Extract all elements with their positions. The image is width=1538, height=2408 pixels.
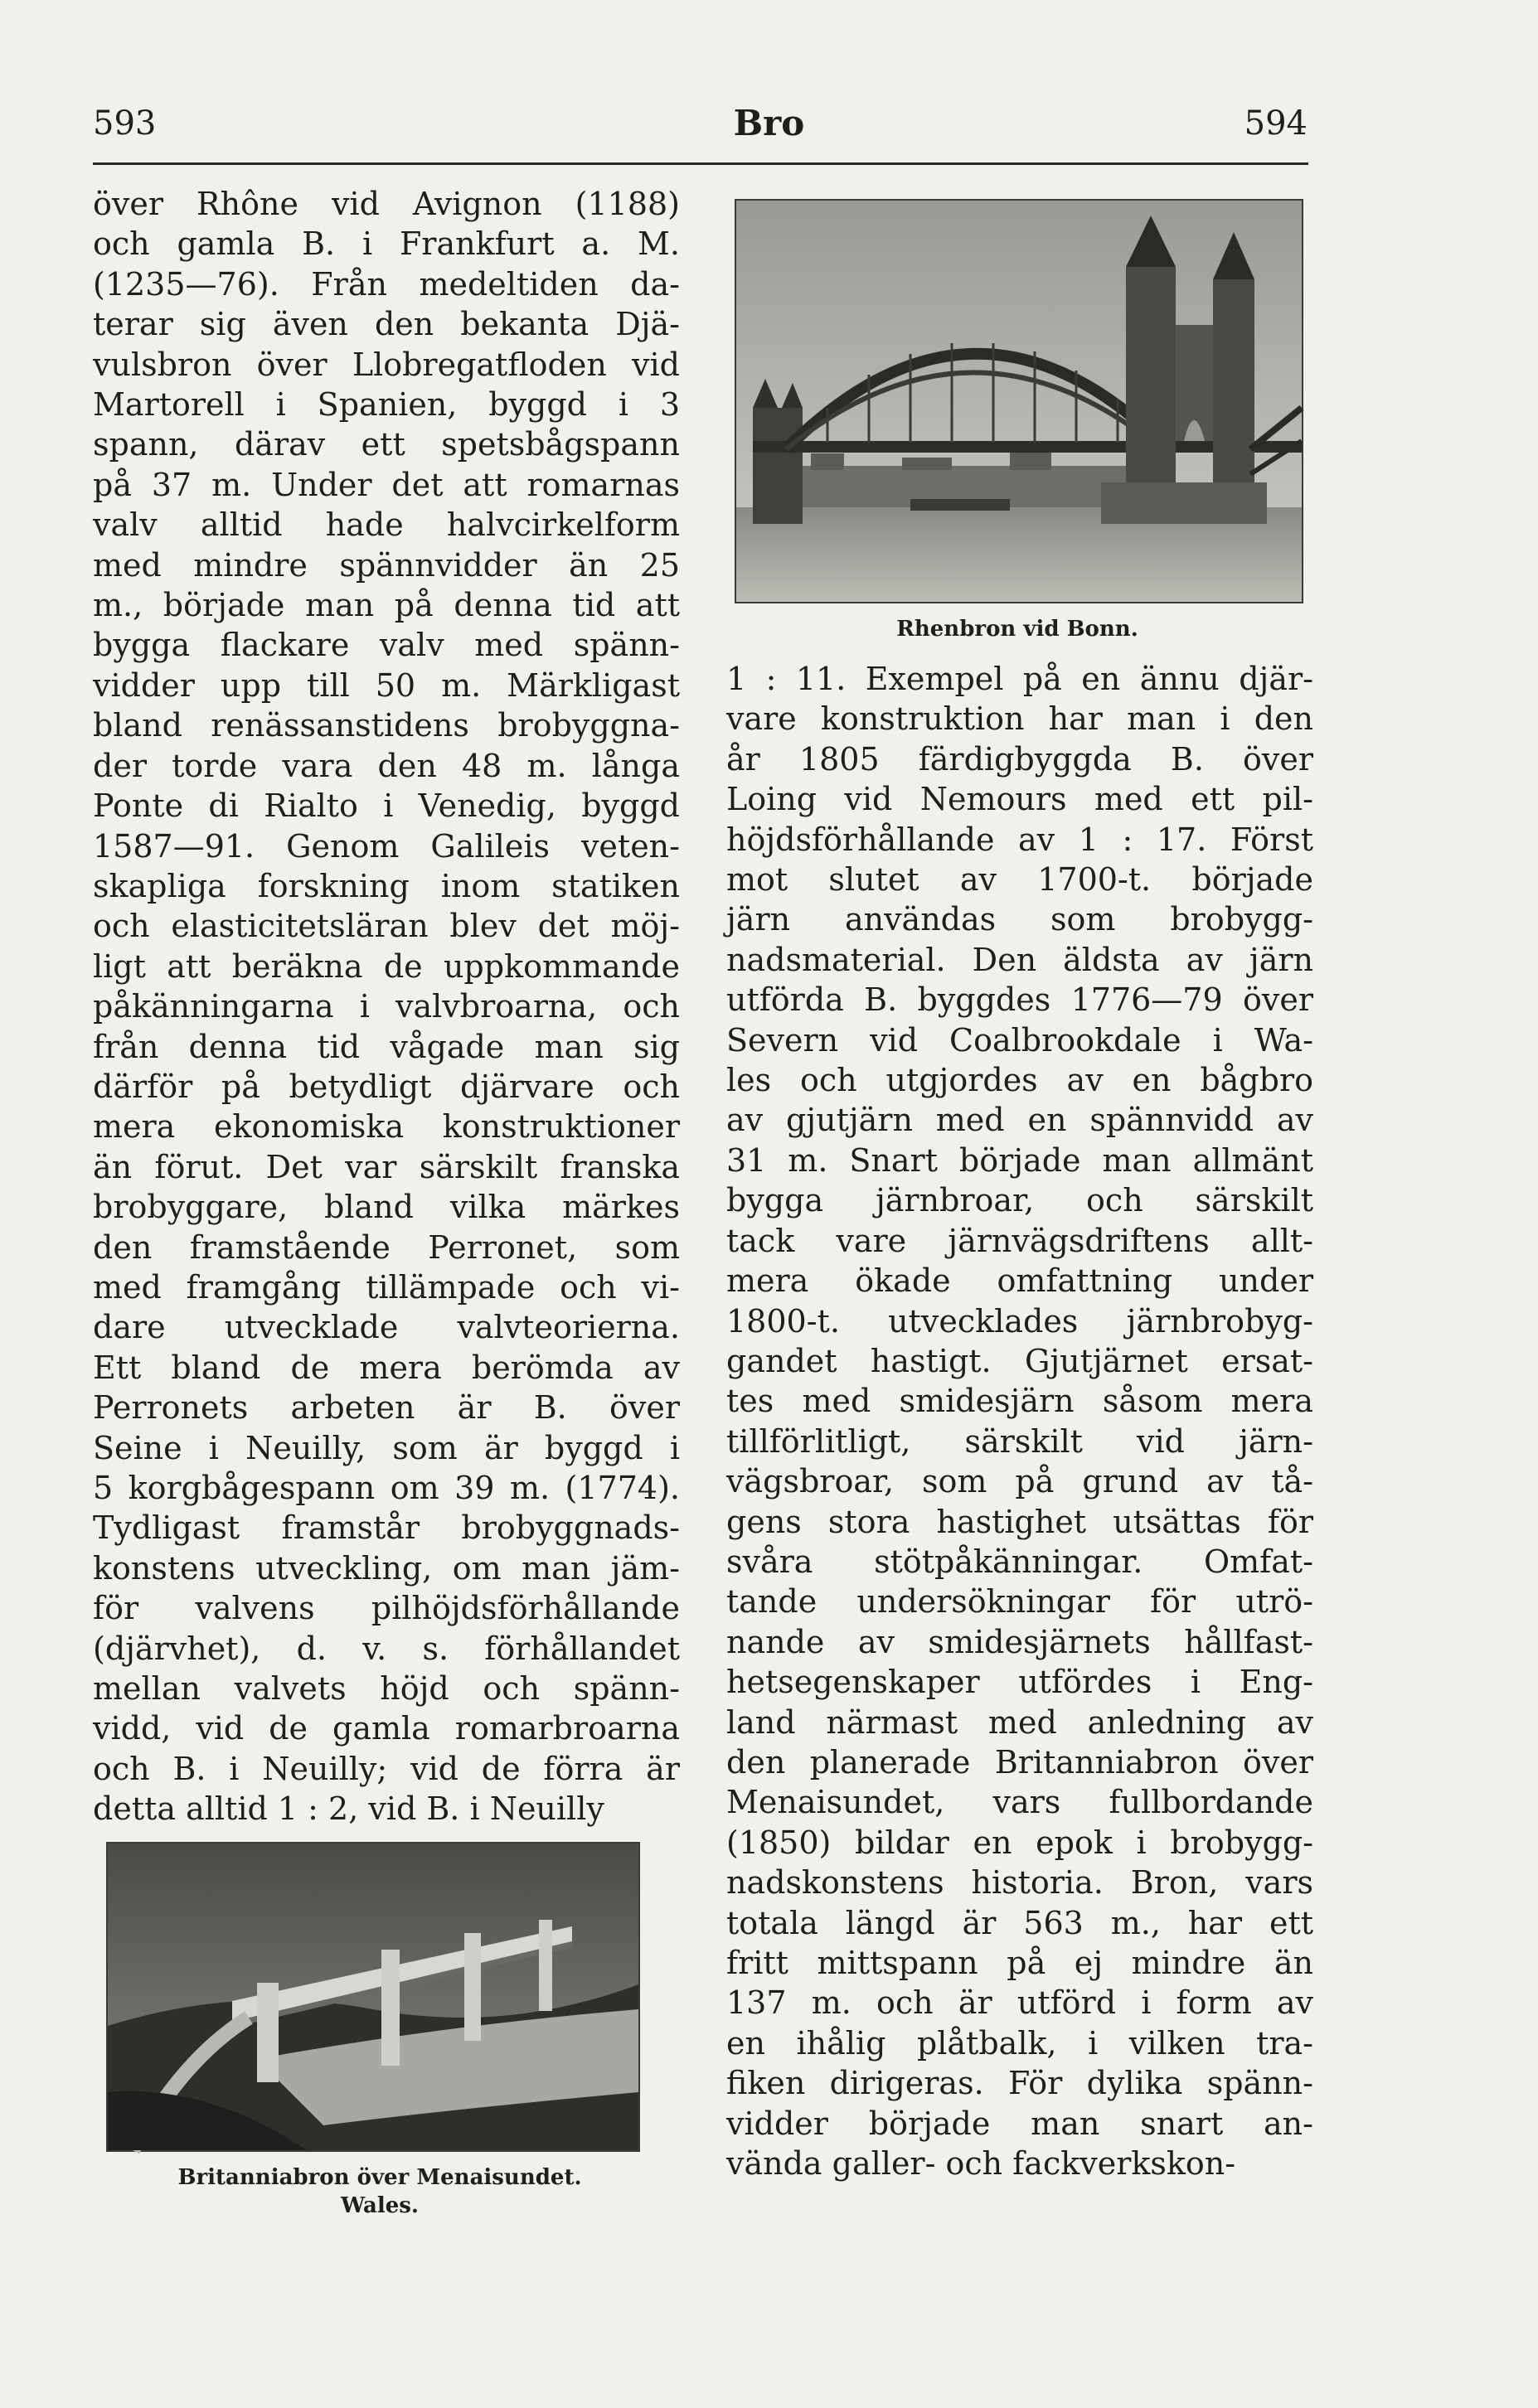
text-line: Perronets arbeten är B. över xyxy=(93,1389,680,1427)
text-line: tande undersökningar för utrö- xyxy=(726,1583,1313,1621)
text-line: spann, därav ett spetsbågspann xyxy=(93,426,680,463)
text-line: dare utvecklade valvteorierna. xyxy=(93,1309,680,1346)
text-line: 1 : 11. Exempel på en ännu djär- xyxy=(726,661,1313,697)
text-line: tes med smidesjärn såsom mera xyxy=(726,1383,1313,1420)
text-line: Severn vid Coalbrookdale i Wa- xyxy=(726,1021,1313,1059)
text-line: 137 m. och är utförd i form av xyxy=(726,1984,1313,2022)
text-line: terar sig även den bekanta Djä- xyxy=(93,306,680,343)
britanniabron-illustration xyxy=(108,1844,638,2150)
text-line: bland renässanstidens brobyggna- xyxy=(93,707,680,744)
page-number-left: 593 xyxy=(93,104,157,143)
text-line: Seine i Neuilly, som är byggd i xyxy=(93,1429,680,1466)
text-line: totala längd är 563 m., har ett xyxy=(726,1904,1313,1941)
text-line: Ett bland de mera berömda av xyxy=(93,1349,680,1386)
text-line: av gjutjärn med en spännvidd av xyxy=(726,1102,1313,1139)
text-line: och elasticitetsläran blev det möj- xyxy=(93,908,680,945)
text-line: än förut. Det var särskilt franska xyxy=(93,1148,680,1185)
britanniabron-caption-line1: Britanniabron över Menaisundet. xyxy=(177,2165,582,2190)
text-line: år 1805 färdigbyggda B. över xyxy=(726,740,1313,778)
text-line: mot slutet av 1700-t. började xyxy=(726,861,1313,899)
rhenbron-illustration xyxy=(736,201,1302,602)
text-line: brobyggare, bland vilka märkes xyxy=(93,1189,680,1226)
text-line: 1800-t. utvecklades järnbrobyg- xyxy=(726,1302,1313,1340)
text-line: 1587—91. Genom Galileis veten- xyxy=(93,827,680,865)
text-line: höjdsförhållande av 1 : 17. Först xyxy=(726,821,1313,858)
text-line: Menaisundet, vars fullbordande xyxy=(726,1784,1313,1821)
text-line: nande av smidesjärnets hållfast- xyxy=(726,1623,1313,1660)
text-line: nadsmaterial. Den äldsta av järn xyxy=(726,941,1313,978)
text-line: Tydligast framstår brobyggnads- xyxy=(93,1509,680,1547)
text-line: vidder upp till 50 m. Märkligast xyxy=(93,666,680,704)
text-line: därför på betydligt djärvare och xyxy=(93,1068,680,1105)
text-line: och B. i Neuilly; vid de förra är xyxy=(93,1750,680,1787)
text-line: vägsbroar, som på grund av tå- xyxy=(726,1463,1313,1500)
text-line: gandet hastigt. Gjutjärnet ersat- xyxy=(726,1342,1313,1379)
text-line: der torde vara den 48 m. långa xyxy=(93,747,680,784)
text-line: ligt att beräkna de uppkommande xyxy=(93,947,680,985)
text-line: bygga flackare valv med spänn- xyxy=(93,627,680,664)
text-line: Martorell i Spanien, byggd i 3 xyxy=(93,386,680,424)
text-line: valv alltid hade halvcirkelform xyxy=(93,506,680,544)
text-line: 5 korgbågespann om 39 m. (1774). xyxy=(93,1470,680,1506)
header-rule xyxy=(93,162,1308,165)
page-number-right: 594 xyxy=(1244,104,1308,143)
text-line: m., började man på denna tid att xyxy=(93,587,680,624)
running-title: Bro xyxy=(733,103,805,143)
text-line: med mindre spännvidder än 25 xyxy=(93,546,680,584)
text-line: vulsbron över Llobregatfloden vid xyxy=(93,346,680,383)
text-line: 31 m. Snart började man allmänt xyxy=(726,1141,1313,1179)
text-line: skapliga forskning inom statiken xyxy=(93,867,680,904)
text-line: mera ökade omfattning under xyxy=(726,1262,1313,1300)
text-line: den framstående Perronet, som xyxy=(93,1228,680,1266)
text-line: detta alltid 1 : 2, vid B. i Neuilly xyxy=(93,1790,604,1828)
britanniabron-caption xyxy=(106,2163,653,2220)
text-line: Ponte di Rialto i Venedig, byggd xyxy=(93,787,680,825)
text-line: vidder började man snart an- xyxy=(726,2105,1313,2142)
right-column-text xyxy=(726,659,1313,2183)
text-line: påkänningarna i valvbroarna, och xyxy=(93,988,680,1025)
text-line: les och utgjordes av en bågbro xyxy=(726,1062,1313,1099)
text-line: tack vare järnvägsdriftens allt- xyxy=(726,1222,1313,1259)
text-line: land närmast med anledning av xyxy=(726,1703,1313,1741)
text-line: nadskonstens historia. Bron, vars xyxy=(726,1864,1313,1902)
left-column-text xyxy=(93,184,680,1828)
text-line: fritt mittspann på ej mindre än xyxy=(726,1945,1313,1981)
text-line: tillförlitligt, särskilt vid järn- xyxy=(726,1422,1313,1460)
text-line: vidd, vid de gamla romarbroarna xyxy=(93,1710,680,1747)
rhenbron-caption: Rhenbron vid Bonn. xyxy=(896,617,1138,642)
text-line: och gamla B. i Frankfurt a. M. xyxy=(93,225,680,263)
text-line: från denna tid vågade man sig xyxy=(93,1028,680,1065)
text-line: Loing vid Nemours med ett pil- xyxy=(726,781,1313,818)
rhenbron-photo xyxy=(735,199,1303,603)
text-line: vare konstruktion har man i den xyxy=(726,700,1313,738)
britanniabron-photo xyxy=(106,1842,640,2152)
text-line: mera ekonomiska konstruktioner xyxy=(93,1108,680,1146)
text-line: (djärvhet), d. v. s. förhållandet xyxy=(93,1630,680,1667)
text-line: på 37 m. Under det att romarnas xyxy=(93,466,680,503)
text-line: för valvens pilhöjdsförhållande xyxy=(93,1590,680,1627)
text-line: utförda B. byggdes 1776—79 över xyxy=(726,981,1313,1019)
text-line: med framgång tillämpade och vi- xyxy=(93,1268,680,1306)
text-line: konstens utveckling, om man jäm- xyxy=(93,1549,680,1587)
text-line: bygga järnbroar, och särskilt xyxy=(726,1182,1313,1219)
text-line: vända galler- och fackverkskon- xyxy=(726,2145,1236,2183)
text-line: gens stora hastighet utsättas för xyxy=(726,1503,1313,1540)
text-line: hetsegenskaper utfördes i Eng- xyxy=(726,1664,1313,1701)
text-line: (1235—76). Från medeltiden da- xyxy=(93,265,680,303)
text-line: den planerade Britanniabron över xyxy=(726,1743,1313,1781)
text-line: mellan valvets höjd och spänn- xyxy=(93,1670,680,1708)
text-line: svåra stötpåkänningar. Omfat- xyxy=(726,1543,1313,1580)
text-line: över Rhône vid Avignon (1188) xyxy=(93,186,680,222)
text-line: en ihålig plåtbalk, i vilken tra- xyxy=(726,2024,1313,2062)
text-line: (1850) bildar en epok i brobygg- xyxy=(726,1824,1313,1861)
text-line: fiken dirigeras. För dylika spänn- xyxy=(726,2065,1313,2102)
text-line: järn användas som brobygg- xyxy=(726,901,1313,938)
britanniabron-caption-line2: Wales. xyxy=(341,2193,419,2218)
